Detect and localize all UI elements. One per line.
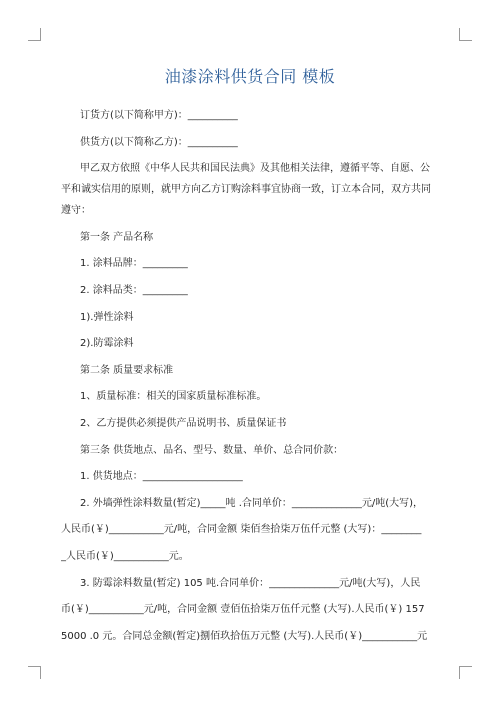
preamble-line-3: 遵守： bbox=[61, 205, 91, 217]
article-1-heading: 第一条 产品名称 bbox=[80, 231, 154, 243]
paint-brand-line: 1. 涂料品牌：_________ bbox=[80, 258, 188, 270]
article-2-heading: 第二条 质量要求标准 bbox=[80, 364, 174, 376]
document-body bbox=[61, 109, 441, 656]
total-amount-line: 5000 .0 元。合同总金额(暂定)捌佰玖拾伍万元整 (大写).人民币(￥)___________元 bbox=[61, 630, 428, 642]
crop-mark-bottom-left bbox=[28, 666, 41, 679]
elastic-quantity-line: 2. 外墙弹性涂料数量(暂定)_____吨 .合同单价：______________元/吨(大写)， bbox=[80, 497, 424, 509]
elastic-amount-line-2: _人民币(￥)___________元。 bbox=[61, 550, 189, 562]
mildew-paint-line: 2).防霉涂料 bbox=[80, 338, 134, 350]
paint-category-line: 2. 涂料品类：_________ bbox=[80, 284, 188, 296]
supplier-line: 供货方(以下简称乙方)：__________ bbox=[80, 136, 238, 148]
crop-mark-top-left bbox=[28, 28, 41, 41]
article-3-heading: 第三条 供货地点、品名、型号、数量、单价、总合同价款： bbox=[80, 444, 344, 456]
preamble-line-2: 平和诚实信用的原则，就甲方向乙方订购涂料事宜协商一致，订立本合同，双方共同 bbox=[61, 184, 431, 196]
mildew-quantity-line: 3. 防霉涂料数量(暂定) 105 吨.合同单价：______________元/吨(大写)，人民 bbox=[80, 577, 421, 589]
crop-mark-bottom-right bbox=[459, 666, 472, 679]
quality-standard-line: 1、质量标准：相关的国家质量标准标准。 bbox=[80, 391, 267, 403]
buyer-line: 订货方(以下简称甲方)：__________ bbox=[80, 110, 238, 121]
crop-mark-top-right bbox=[459, 28, 472, 41]
mildew-amount-line: 币(￥)___________元/吨，合同金额 壹佰伍拾柒万伍仟元整 (大写).人民币(￥) 157 bbox=[61, 604, 425, 616]
elastic-paint-line: 1).弹性涂料 bbox=[80, 311, 134, 323]
delivery-location-line: 1. 供货地点：____________________ bbox=[80, 471, 243, 483]
preamble-line-1: 甲乙双方依照《中华人民共和国民法典》及其他相关法律，遵循平等、自愿、公 bbox=[80, 163, 430, 175]
elastic-amount-line: 人民币(￥)___________元/吨，合同金额 柒佰叁拾柒万伍仟元整 (大写)：________ bbox=[61, 524, 422, 536]
quality-docs-line: 2、乙方提供必须提供产品说明书、质量保证书 bbox=[80, 417, 287, 429]
document-title: 油漆涂料供货合同 模板 bbox=[164, 67, 336, 86]
